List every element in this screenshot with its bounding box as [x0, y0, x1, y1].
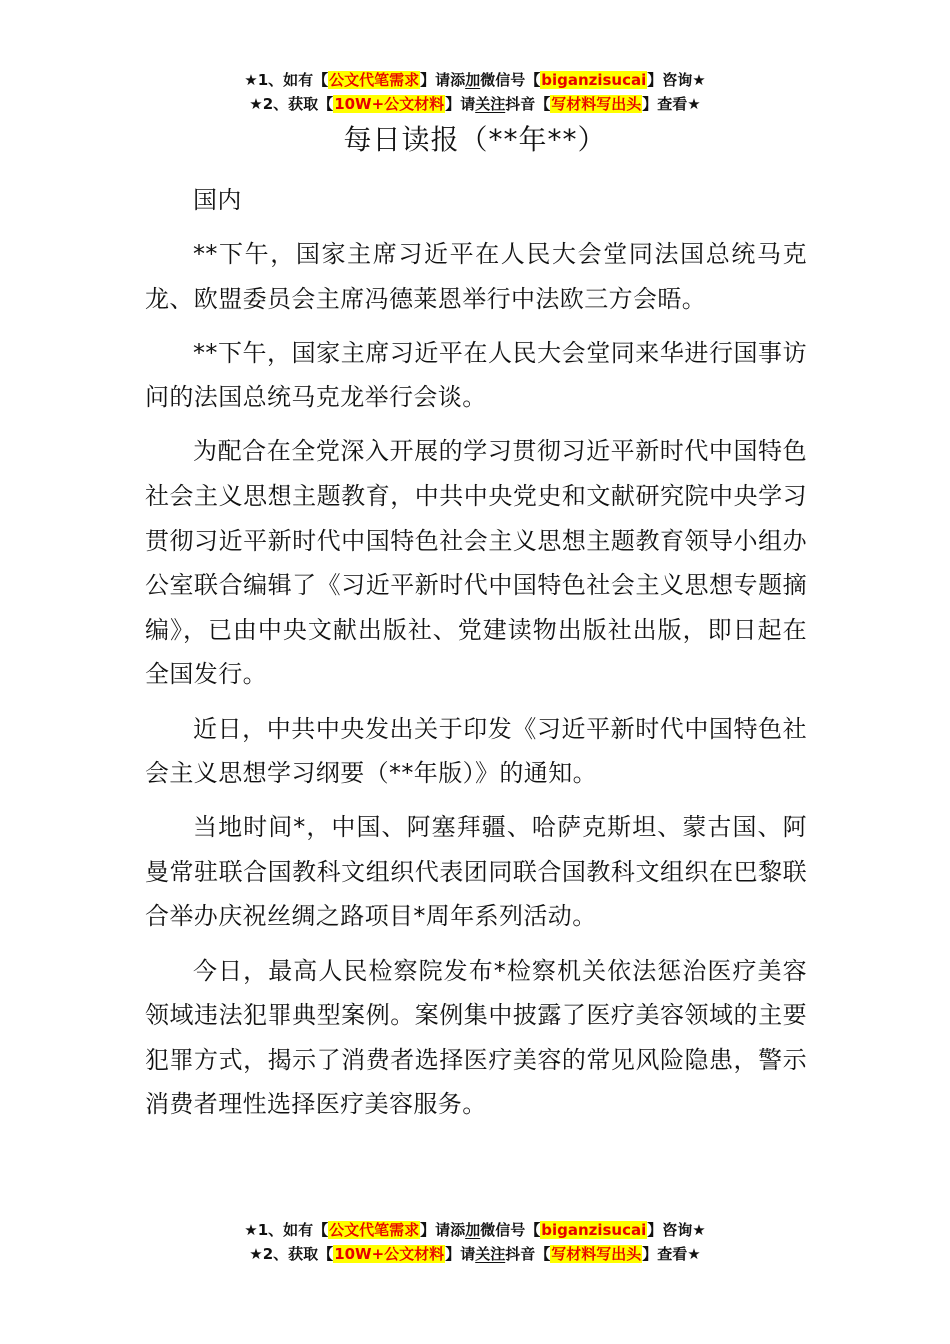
banner-text: 微信号【	[480, 1221, 541, 1239]
banner-highlight-service: 公文代笔需求	[329, 1221, 420, 1239]
banner-text: 】咨询★	[647, 1221, 706, 1239]
news-paragraph: **下午，国家主席习近平在人民大会堂同法国总统马克龙、欧盟委员会主席冯德莱恩举行中法欧三方会晤。	[145, 240, 807, 313]
banner-highlight-wechat-id: biganzisucai	[541, 71, 647, 89]
banner-underline: 加	[465, 71, 481, 89]
banner-text: 微信号【	[480, 71, 541, 89]
banner-line-1	[0, 68, 950, 92]
banner-underline: 加	[465, 1221, 481, 1239]
banner-text: 】查看★	[642, 95, 701, 113]
document-body	[145, 178, 807, 1136]
banner-text: 】请	[445, 1245, 476, 1263]
banner-text: ★1、如有【	[244, 71, 329, 89]
banner-text: ★2、获取【	[249, 95, 334, 113]
banner-highlight-douyin: 写材料写出头	[551, 1245, 642, 1263]
banner-highlight-materials: 10W+公文材料	[334, 1245, 445, 1263]
banner-text: 】咨询★	[647, 71, 706, 89]
news-paragraph: 近日，中共中央发出关于印发《习近平新时代中国特色社会主义思想学习纲要（**年版）》的通知。	[145, 714, 807, 788]
news-paragraph: 今日，最高人民检察院发布*检察机关依法惩治医疗美容领域违法犯罪典型案例。案例集中披露了医疗美容领域的主要犯罪方式，揭示了消费者选择医疗美容的常见风险隐患，警示消费者理性选择医疗美容服务。	[145, 956, 807, 1119]
footer-banner	[0, 1218, 950, 1266]
banner-line-2	[0, 92, 950, 116]
banner-text: 】查看★	[642, 1245, 701, 1263]
banner-underline: 关注	[475, 95, 506, 113]
banner-text: ★1、如有【	[244, 1221, 329, 1239]
news-paragraph: 当地时间*，中国、阿塞拜疆、哈萨克斯坦、蒙古国、阿曼常驻联合国教科文组织代表团同联合国教科文组织在巴黎联合举办庆祝丝绸之路项目*周年系列活动。	[145, 813, 807, 931]
news-paragraph: 为配合在全党深入开展的学习贯彻习近平新时代中国特色社会主义思想主题教育，中共中央党史和文献研究院中央学习贯彻习近平新时代中国特色社会主义思想主题教育领导小组办公室联合编辑了《习近平新时代中国特色社会主义思想专题摘编》，已由中央文献出版社、党建读物出版社出版，即日起在全国发行。	[145, 437, 807, 689]
banner-underline: 关注	[475, 1245, 506, 1263]
banner-highlight-wechat-id: biganzisucai	[541, 1221, 647, 1239]
banner-highlight-douyin: 写材料写出头	[551, 95, 642, 113]
banner-line-1	[0, 1218, 950, 1242]
document-title: 每日读报（**年**）	[343, 123, 607, 156]
banner-text: 】请添	[420, 71, 466, 89]
banner-highlight-service: 公文代笔需求	[329, 71, 420, 89]
banner-highlight-materials: 10W+公文材料	[334, 95, 445, 113]
banner-text: ★2、获取【	[249, 1245, 334, 1263]
banner-line-2	[0, 1242, 950, 1266]
news-paragraph: **下午，国家主席习近平在人民大会堂同来华进行国事访问的法国总统马克龙举行会谈。	[145, 338, 807, 412]
section-heading: 国内	[193, 186, 242, 214]
banner-text: 抖音【	[505, 95, 551, 113]
header-banner	[0, 68, 950, 116]
banner-text: 】请添	[420, 1221, 466, 1239]
banner-text: 】请	[445, 95, 476, 113]
banner-text: 抖音【	[505, 1245, 551, 1263]
